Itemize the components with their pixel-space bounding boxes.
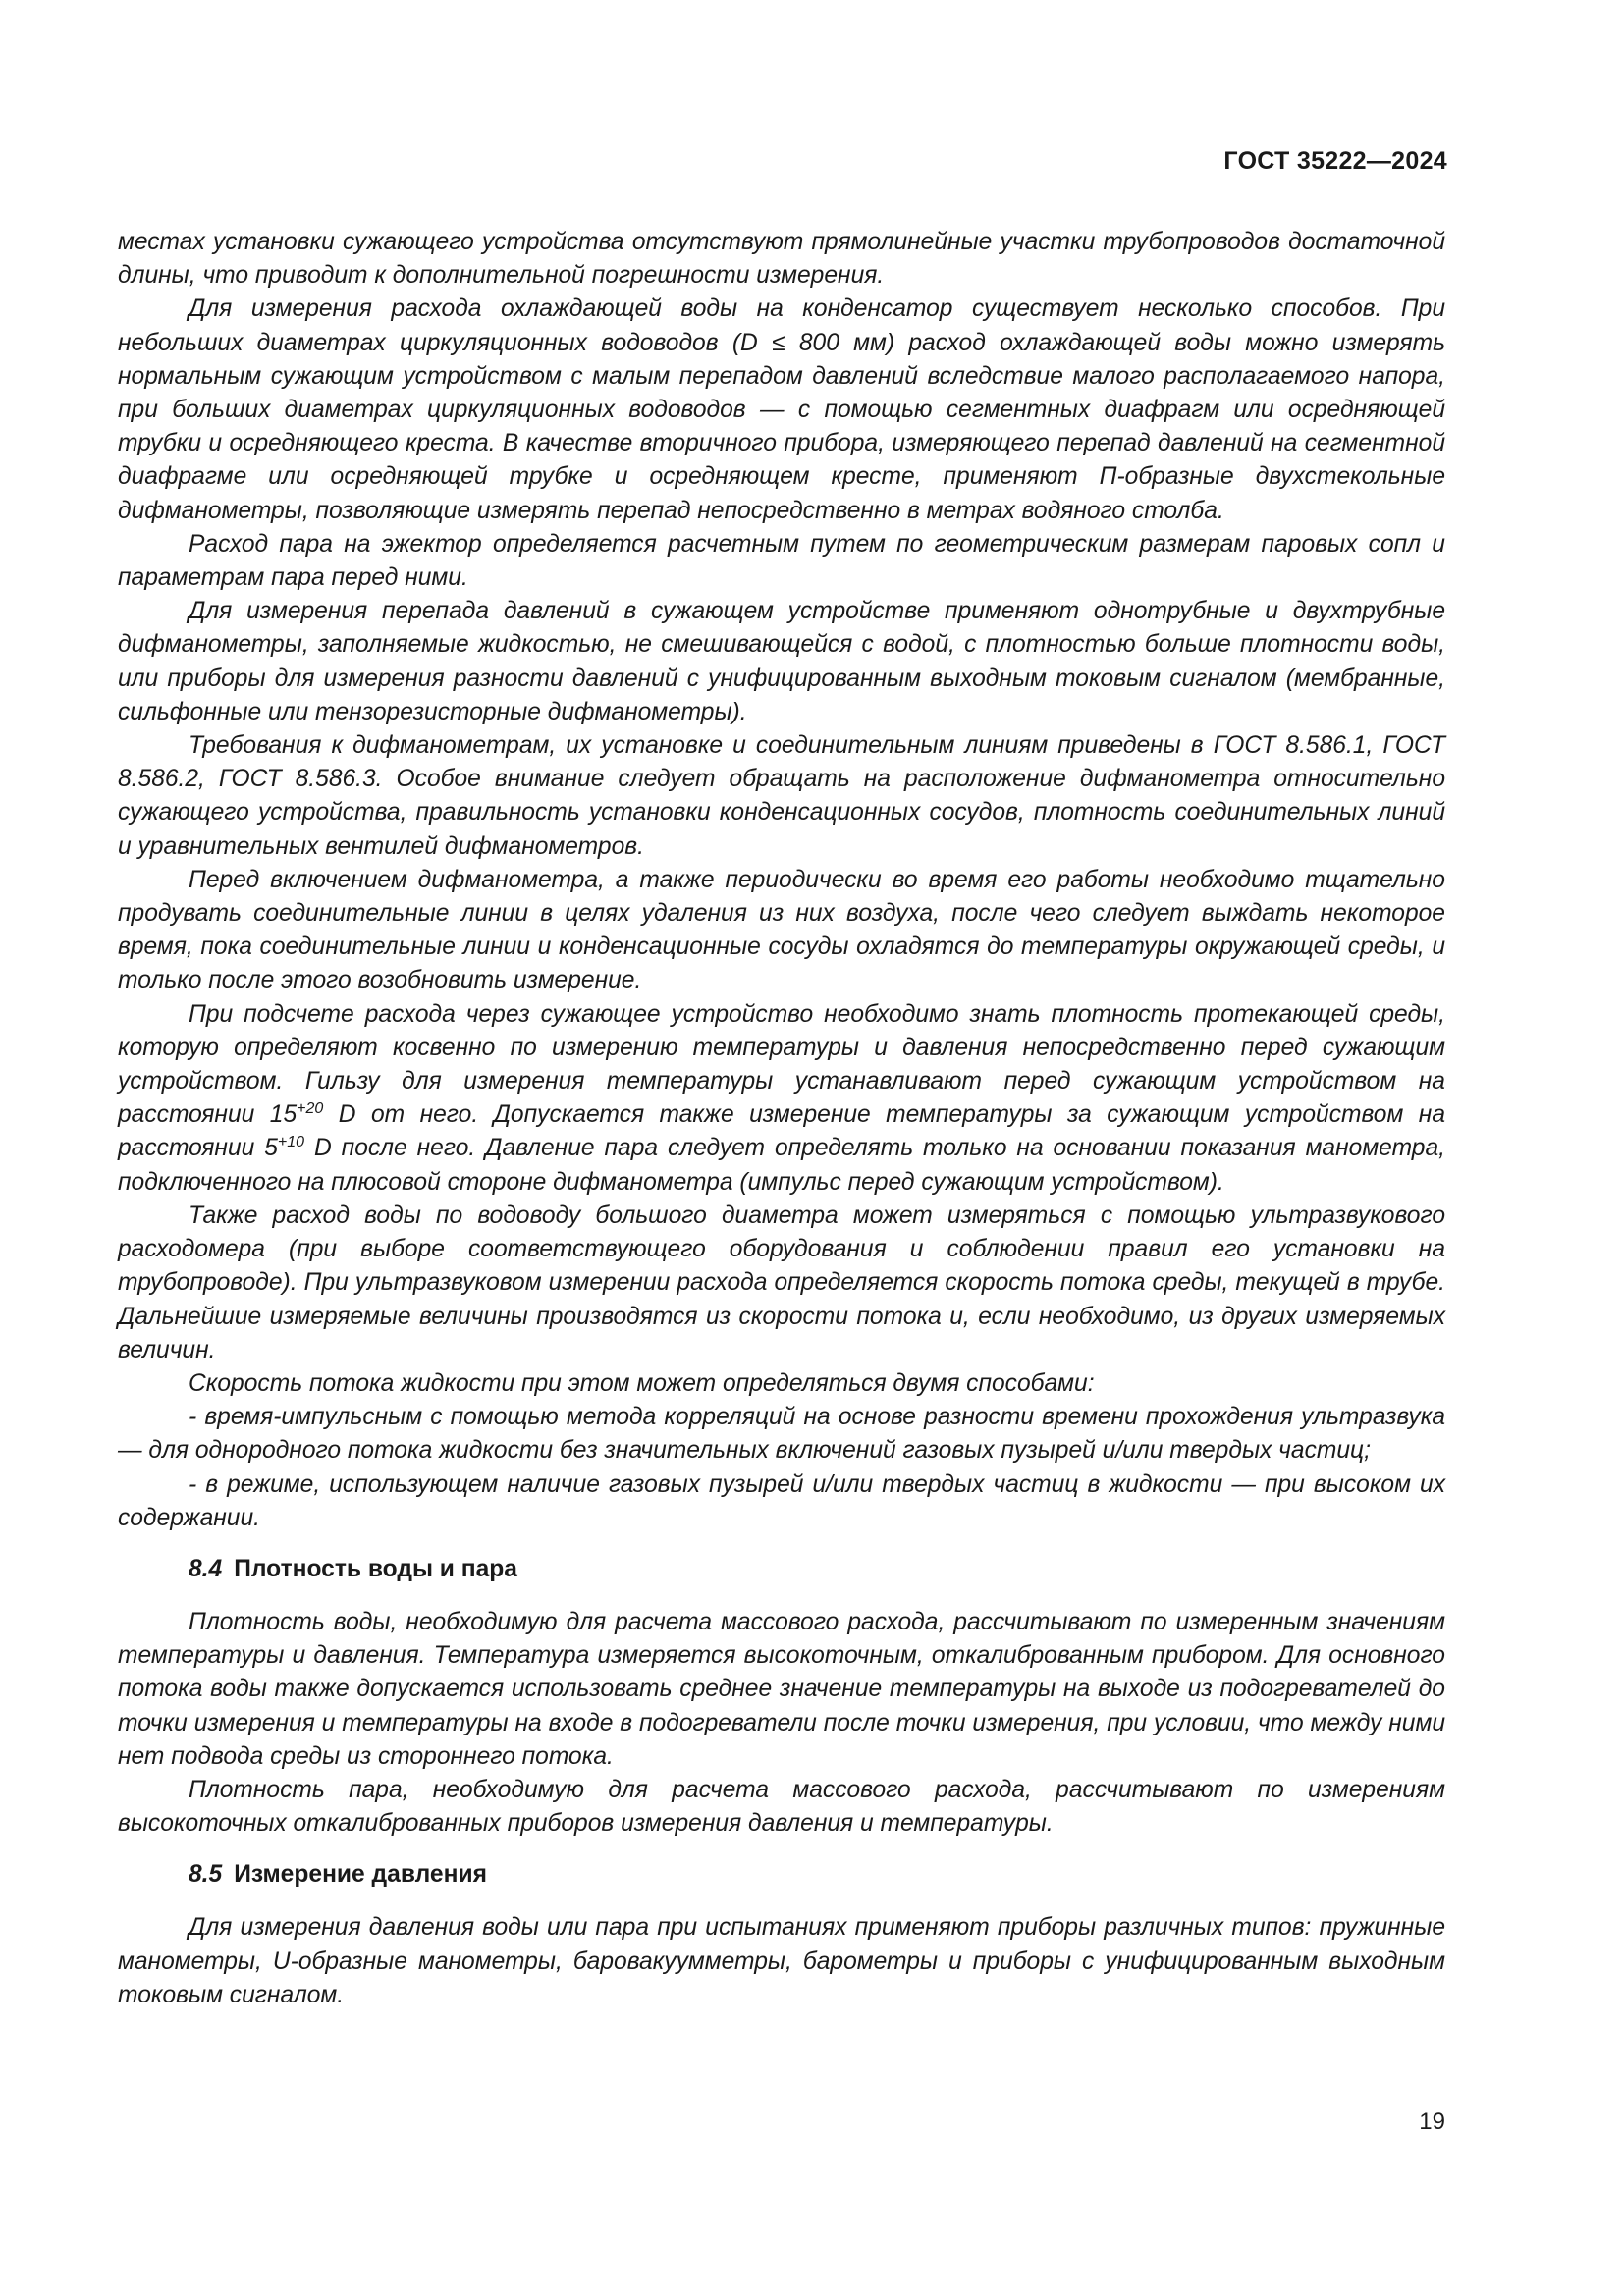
- paragraph-ejector-steam: Расход пара на эжектор определяется расчетным путем по геометрическим размерам паровых сопл и параметрам пара перед ними.: [118, 530, 1445, 592]
- paragraph-continuation: местах установки сужающего устройства отсутствуют прямолинейные участки трубопроводов достаточной длины, что приводит к дополнительной погрешности измерения.: [118, 229, 1445, 290]
- superscript: +10: [277, 1134, 305, 1151]
- section-number: 8.4: [189, 1555, 223, 1582]
- list-item: - время-импульсным с помощью метода корреляций на основе разности времени прохождения ультразвука — для однородного потока жидкости без значительных включений газовых пузырей и/или твердых частиц;: [118, 1404, 1445, 1465]
- paragraph-requirements: Требования к дифманометрам, их установке и соединительным линиям приведены в ГОСТ 8.586.1, ГОСТ 8.586.2, ГОСТ 8.586.3. Особое внимание следует обращать на расположение дифманометра относительно сужающего устройства, правильность установки конденсационных сосудов, плотность соединительных линий и уравнительных вентилей дифманометров.: [118, 732, 1445, 860]
- paragraph-purging: Перед включением дифманометра, а также периодически во время его работы необходимо тщательно продувать соединительные линии в целях удаления из них воздуха, после чего следует выждать некоторое время, пока соединительные линии и конденсационные сосуды охладятся до температуры окружающей среды, и только после этого возобновить измерение.: [118, 866, 1445, 994]
- superscript: +20: [297, 1100, 324, 1118]
- section-heading-8-4: [118, 1553, 1445, 1586]
- paragraph-steam-density: Плотность пара, необходимую для расчета массового расхода, рассчитывают по измерениям высокоточных откалиброванных приборов измерения давления и температуры.: [118, 1776, 1445, 1838]
- document-body: [118, 226, 1445, 2012]
- section-heading-8-5: [118, 1858, 1445, 1892]
- paragraph-density-calc: [118, 998, 1445, 1200]
- paragraph-diff-pressure: Для измерения перепада давлений в сужающем устройстве применяют однотрубные и двухтрубные дифманометры, заполняемые жидкостью, не смешивающейся с водой, с плотностью больше плотности воды, или приборы для измерения разности давлений с унифицированным выходным токовым сигналом (мембранные, сильфонные или тензорезисторные дифманометры).: [118, 598, 1445, 725]
- text-segment: D после него. Давление пара следует определять только на основании показания манометра, подключенного на плюсовой стороне дифманометра (импульс перед сужающим устройством).: [118, 1135, 1445, 1196]
- paragraph-ultrasonic: Также расход воды по водоводу большого диаметра может измеряться с помощью ультразвукового расходомера (при выборе соответствующего оборудования и соблюдении правил его установки на трубопроводе). При ультразвуковом измерении расхода определяется скорость потока среды, текущей в трубе. Дальнейшие измеряемые величины производятся из скорости потока и, если необходимо, из других измеряемых величин.: [118, 1201, 1445, 1363]
- page-number: 19: [1419, 2109, 1445, 2135]
- paragraph-pressure-instruments: Для измерения давления воды или пара при испытаниях применяют приборы различных типов: пружинные манометры, U-образные манометры, баровакуумметры, барометры и приборы с унифицированным выходным токовым сигналом.: [118, 1914, 1445, 2008]
- section-number: 8.5: [189, 1861, 223, 1889]
- section-title: Плотность воды и пара: [234, 1555, 517, 1582]
- paragraph-flow-speed: Скорость потока жидкости при этом может определяться двумя способами:: [189, 1369, 1095, 1397]
- text-segment: D от него. Допускается также измерение температуры за сужающим устройством на расстоянии 5: [118, 1101, 1445, 1162]
- paragraph-water-density: Плотность воды, необходимую для расчета массового расхода, рассчитывают по измеренным значениям температуры и давления. Температура измеряется высокоточным, откалиброванным прибором. Для основного потока воды также допускается использовать среднее значение температуры на выходе из подогревателей до точки измерения и температуры на входе в подогреватели после точки измерения, при условии, что между ними нет подвода среды из стороннего потока.: [118, 1608, 1445, 1770]
- paragraph-cooling-water: Для измерения расхода охлаждающей воды на конденсатор существует несколько способов. При небольших диаметрах циркуляционных водоводов (D ≤ 800 мм) расход охлаждающей воды можно измерять нормальным сужающим устройством с малым перепадом давлений вследствие малого располагаемого напора, при больших диаметрах циркуляционных водоводов — с помощью сегментных диафрагм или осредняющей трубки и осредняющего креста. В качестве вторичного прибора, измеряющего перепад давлений на сегментной диафрагме или осредняющей трубке и осредняющем кресте, применяют П-образные двухстекольные дифманометры, позволяющие измерять перепад непосредственно в метрах водяного столба.: [118, 295, 1445, 524]
- section-title: Измерение давления: [234, 1861, 487, 1889]
- document-header: ГОСТ 35222—2024: [1223, 147, 1447, 175]
- text-segment: При подсчете расхода через сужающее устройство необходимо знать плотность протекающей среды, которую определяют косвенно по измерению температуры и давления непосредственно перед сужающим устройством. Гильзу для измерения температуры устанавливают перед сужающим устройством на расстоянии 15: [118, 1000, 1445, 1129]
- list-item: - в режиме, использующем наличие газовых пузырей и/или твердых частиц в жидкости — при высоком их содержании.: [118, 1470, 1445, 1531]
